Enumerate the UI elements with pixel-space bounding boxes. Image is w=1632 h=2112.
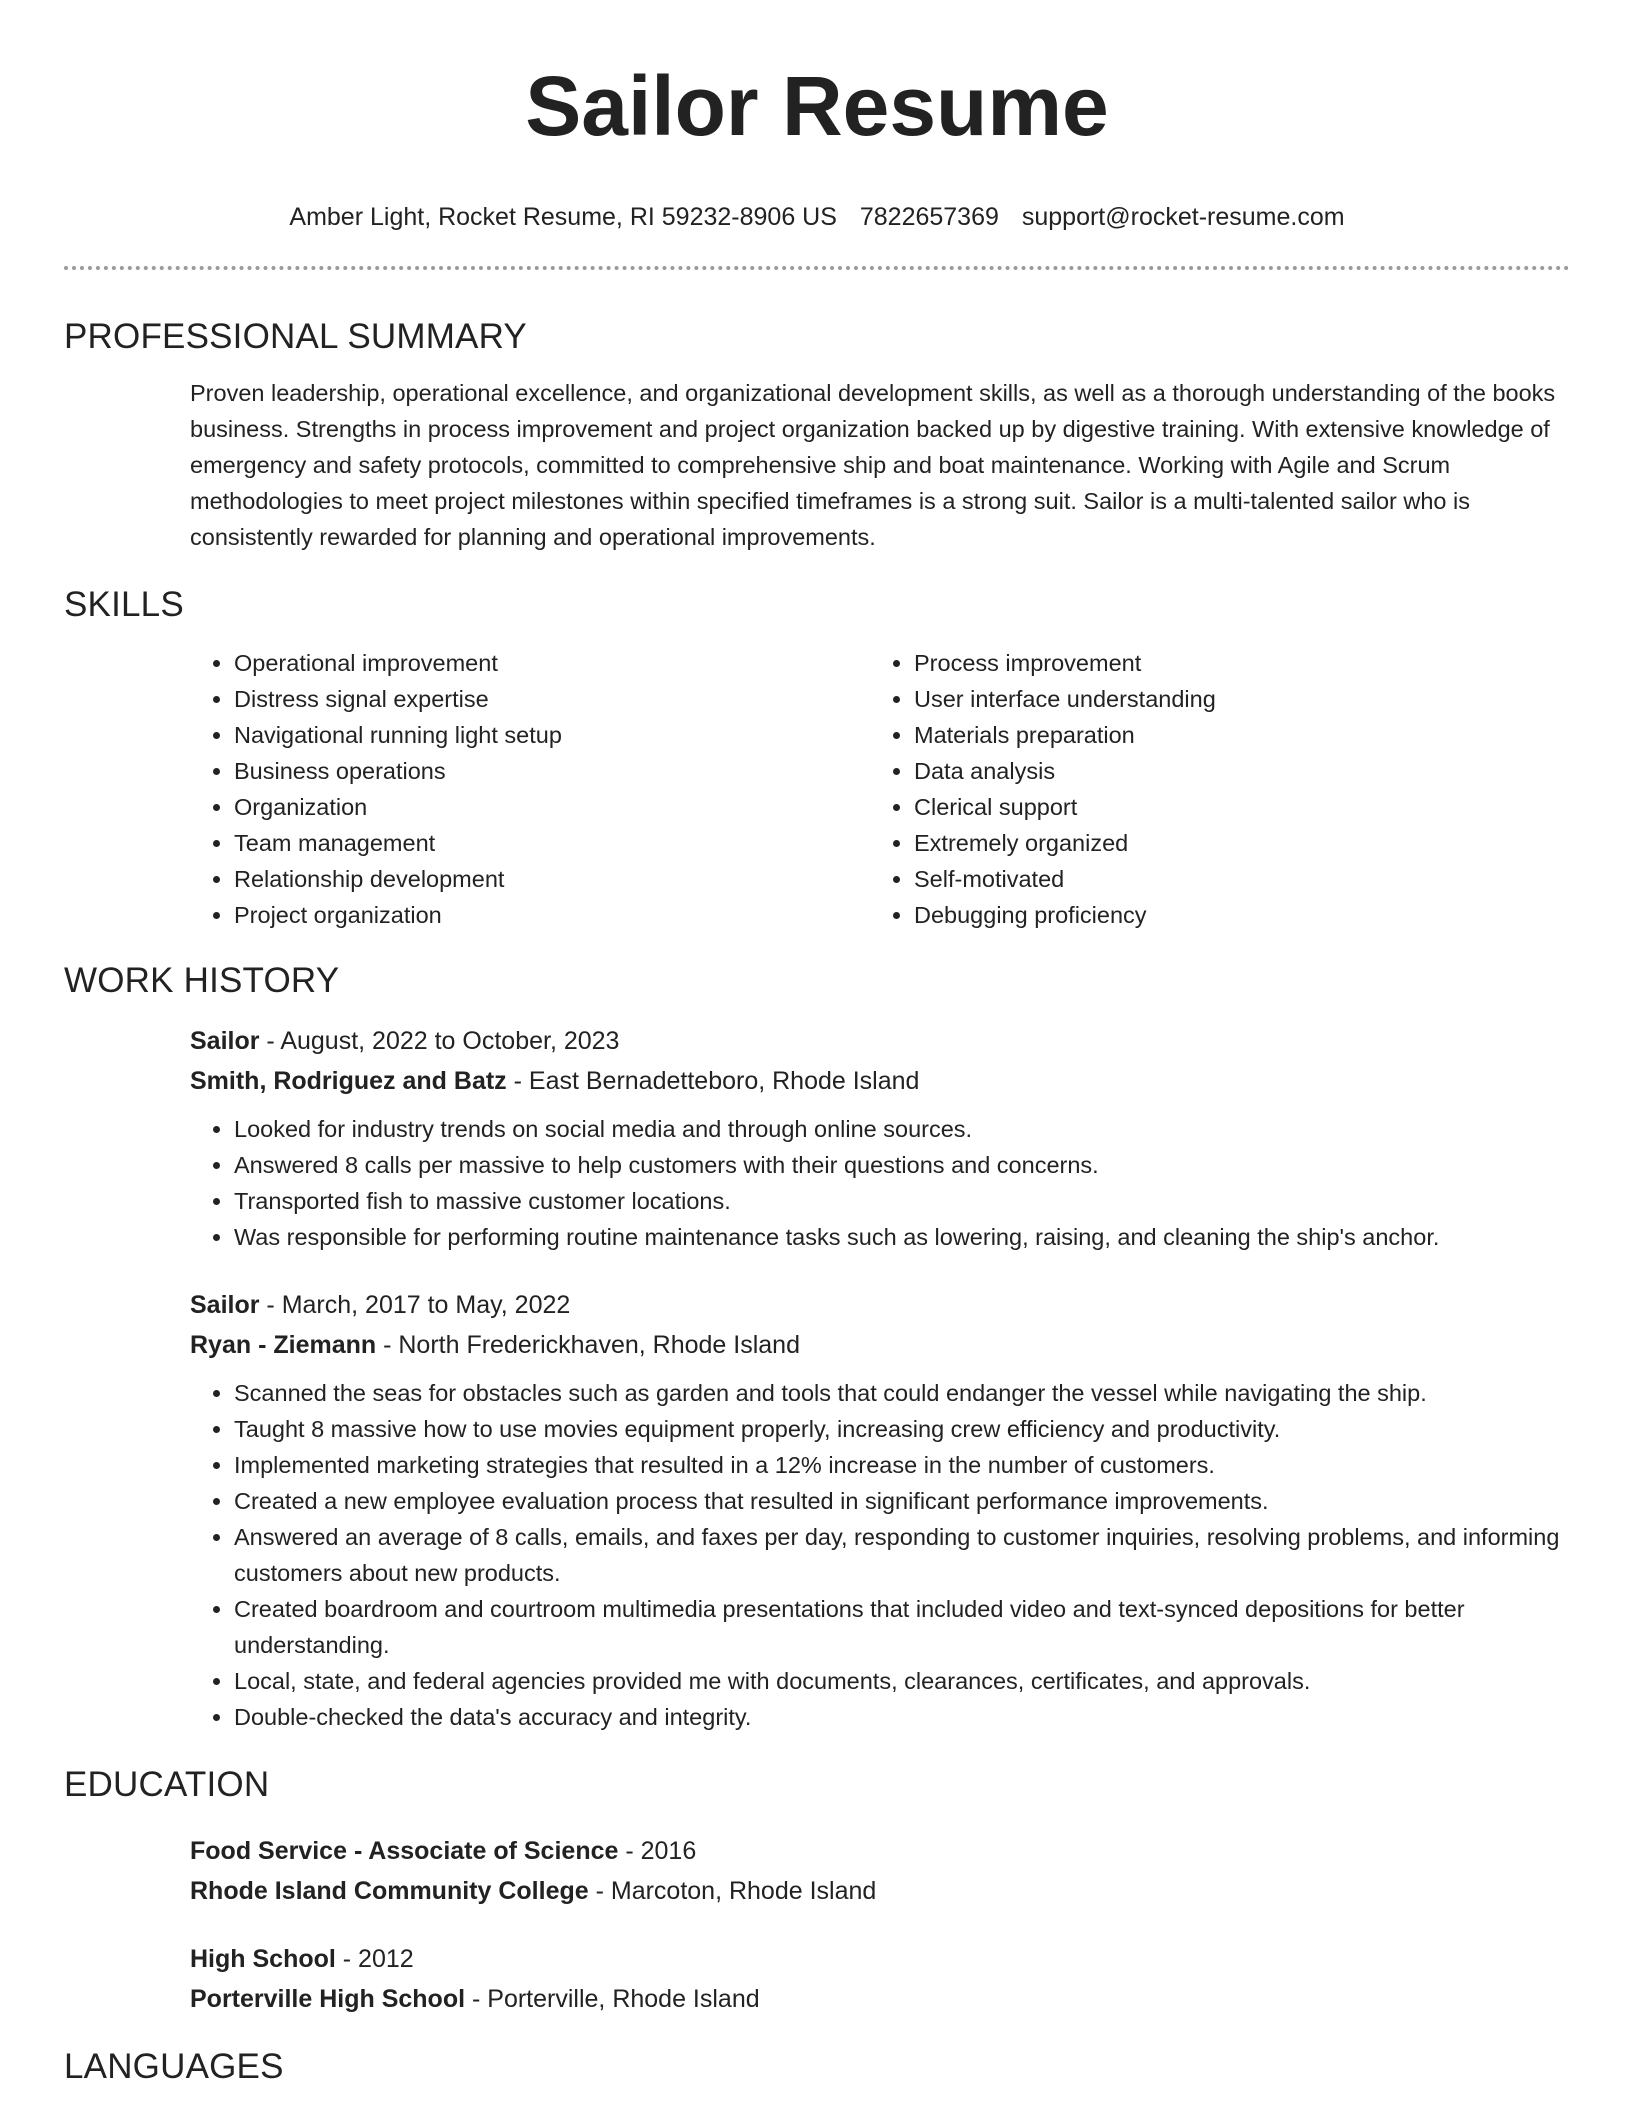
job-location: - North Frederickhaven, Rhode Island	[376, 1331, 800, 1359]
education-year: - 2012	[335, 1945, 414, 1973]
skills-heading: SKILLS	[64, 585, 184, 624]
job-bullet: • Created a new employee evaluation process that resulted in significant performance improvements.	[234, 1483, 1570, 1519]
job-company-line	[190, 1061, 1570, 1101]
job-title-line	[190, 1285, 1570, 1325]
skill-item: • Organization	[234, 789, 870, 825]
job-company-line	[190, 1325, 1570, 1365]
job-company: Smith, Rodriguez and Batz	[190, 1067, 507, 1095]
education-location: - Porterville, Rhode Island	[465, 1985, 760, 2013]
skill-item: • User interface understanding	[914, 681, 1550, 717]
education-degree: High School	[190, 1945, 336, 1973]
education-entry	[190, 1831, 1570, 1911]
skill-item: • Team management	[234, 825, 870, 861]
contact-address: Amber Light, Rocket Resume, RI 59232-8906 US	[289, 203, 837, 231]
education-school-line	[190, 1979, 1570, 2019]
contact-phone: 7822657369	[859, 203, 999, 231]
job-bullet: • Created boardroom and courtroom multimedia presentations that included video and text-synced depositions for better understanding.	[234, 1591, 1570, 1663]
skill-item: • Self-motivated	[914, 861, 1550, 897]
job-role: Sailor	[190, 1027, 260, 1055]
skill-item: • Business operations	[234, 753, 870, 789]
summary-text: Proven leadership, operational excellence, and organizational development skills, as well as a thorough understanding of the books business. Strengths in process improvement and project organization backed up by digestive training. With extensive knowledge of emergency and safety protocols, committed to comprehensive ship and boat maintenance. Working with Agile and Scrum methodologies to meet project milestones within specified timeframes is a strong suit. Sailor is a multi-talented sailor who is consistently rewarded for planning and operational improvements.	[190, 380, 1556, 550]
header-divider	[64, 266, 1570, 270]
job-bullet: • Scanned the seas for obstacles such as garden and tools that could endanger the vessel while navigating the ship.	[234, 1375, 1570, 1411]
skill-item: • Clerical support	[914, 789, 1550, 825]
job-location: - East Bernadetteboro, Rhode Island	[506, 1067, 920, 1095]
education-school: Porterville High School	[190, 1985, 466, 2013]
education-heading: EDUCATION	[64, 1765, 270, 1804]
job-bullet: • Taught 8 massive how to use movies equipment properly, increasing crew efficiency and productivity.	[234, 1411, 1570, 1447]
job-bullet: • Answered 8 calls per massive to help customers with their questions and concerns.	[234, 1147, 1570, 1183]
job-entry	[190, 1021, 1570, 1255]
education-school-line	[190, 1871, 1570, 1911]
job-bullet: • Implemented marketing strategies that resulted in a 12% increase in the number of customers.	[234, 1447, 1570, 1483]
job-bullet: • Looked for industry trends on social media and through online sources.	[234, 1111, 1570, 1147]
contact-email: support@rocket-resume.com	[1021, 203, 1345, 231]
job-bullet: • Was responsible for performing routine maintenance tasks such as lowering, raising, and cleaning the ship's anchor.	[234, 1219, 1570, 1255]
education-school: Rhode Island Community College	[190, 1877, 589, 1905]
resume-name: Sailor Resume	[525, 59, 1109, 153]
education-degree-line	[190, 1831, 1570, 1871]
job-bullets	[190, 1375, 1570, 1735]
contact-line	[64, 202, 1570, 232]
skill-item: • Distress signal expertise	[234, 681, 870, 717]
skills-column-left	[190, 645, 870, 933]
skills-column-right	[870, 645, 1550, 933]
job-role: Sailor	[190, 1291, 260, 1319]
skill-item: • Process improvement	[914, 645, 1550, 681]
skills-list	[190, 645, 1570, 933]
job-bullets	[190, 1111, 1570, 1255]
job-company: Ryan - Ziemann	[190, 1331, 377, 1359]
skill-item: • Materials preparation	[914, 717, 1550, 753]
skill-item: • Project organization	[234, 897, 870, 933]
skill-item: • Extremely organized	[914, 825, 1550, 861]
resume-page	[64, 0, 1570, 2089]
job-dates: - August, 2022 to October, 2023	[259, 1027, 620, 1055]
job-dates: - March, 2017 to May, 2022	[259, 1291, 571, 1319]
skill-item: • Relationship development	[234, 861, 870, 897]
education-year: - 2016	[618, 1837, 697, 1865]
skill-item: • Data analysis	[914, 753, 1550, 789]
job-entry	[190, 1285, 1570, 1735]
education-location: - Marcoton, Rhode Island	[588, 1877, 877, 1905]
job-title-line	[190, 1021, 1570, 1061]
education-degree-line	[190, 1939, 1570, 1979]
skill-item: • Operational improvement	[234, 645, 870, 681]
job-bullet: • Answered an average of 8 calls, emails, and faxes per day, responding to customer inquiries, resolving problems, and informing customers about new products.	[234, 1519, 1570, 1591]
education-entry	[190, 1939, 1570, 2019]
job-bullet: • Local, state, and federal agencies provided me with documents, clearances, certificates, and approvals.	[234, 1663, 1570, 1699]
education-degree: Food Service - Associate of Science	[190, 1837, 619, 1865]
work-history-heading: WORK HISTORY	[64, 961, 340, 1000]
skill-item: • Navigational running light setup	[234, 717, 870, 753]
skill-item: • Debugging proficiency	[914, 897, 1550, 933]
languages-heading: LANGUAGES	[64, 2047, 284, 2086]
job-bullet: • Transported fish to massive customer locations.	[234, 1183, 1570, 1219]
job-bullet: • Double-checked the data's accuracy and integrity.	[234, 1699, 1570, 1735]
summary-heading: PROFESSIONAL SUMMARY	[64, 317, 527, 356]
